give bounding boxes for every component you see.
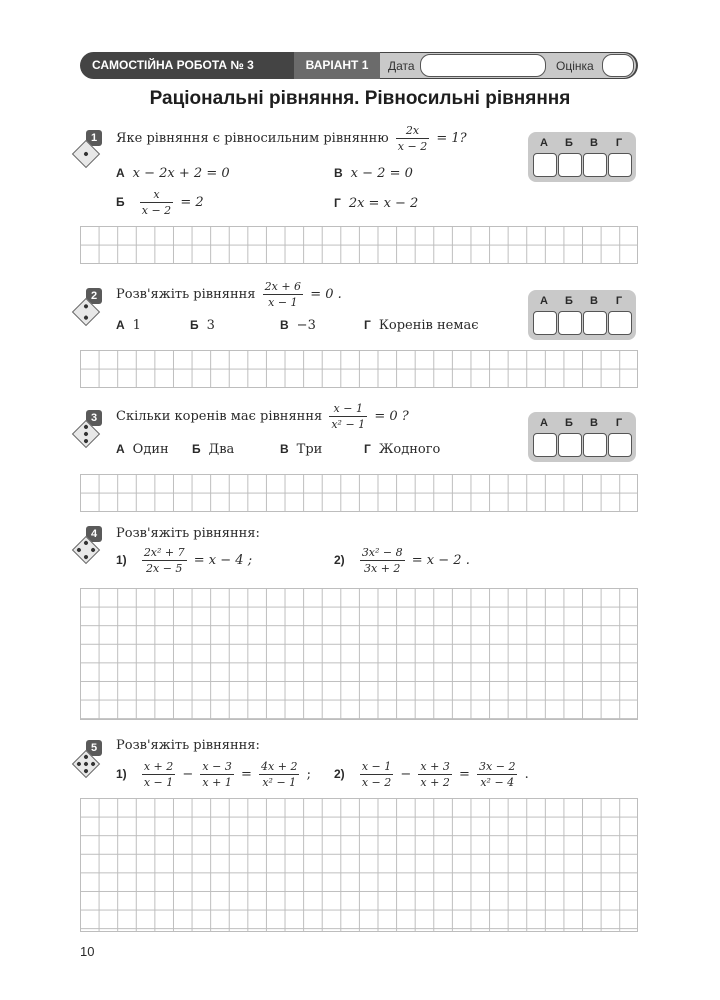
grade-label: Оцінка	[556, 59, 594, 73]
task-1-option-v: В x − 2 = 0	[334, 166, 413, 181]
answer-cell-v[interactable]	[583, 153, 607, 177]
task-5-part-2: 2) $\frac{x - 1}{x - 2}$ − $\frac{x + 3}{x + 2}$ = $\frac{3x - 2}{\text{x² − 4}}$ .	[334, 760, 529, 789]
work-grid-2[interactable]	[80, 350, 638, 388]
task-3-option-v: В Три	[280, 442, 323, 457]
task-3-option-b: Б Два	[192, 442, 235, 457]
task-badge-2: 2	[80, 288, 102, 324]
task-3-option-a: А Один	[116, 442, 169, 457]
answer-box-2: А Б В Г	[528, 290, 636, 340]
answer-cell-b[interactable]	[558, 153, 582, 177]
task-5-part-1: 1) $\frac{x + 2}{x - 1}$ − $\frac{x - 3}{x + 1}$ = $\frac{4x + 2}{\text{x² − 1}}$ ;	[116, 760, 311, 789]
answer-cell-a[interactable]	[533, 311, 557, 335]
task-2-option-v: В −3	[280, 318, 316, 333]
answer-cell-b[interactable]	[558, 311, 582, 335]
task-3-question: Скільки коренів має рівняння $\frac{x - 1}{\text{x² − 1}}$ = 0 ?	[116, 402, 409, 431]
header-bar	[80, 52, 638, 79]
task-badge-4: 4	[80, 526, 102, 562]
task-4-part-2: 2) $\frac{\text{3x² − 8}}{3x + 2}$ = x − 2 .	[334, 546, 470, 575]
work-title: САМОСТІЙНА РОБОТА № 3	[92, 58, 254, 72]
task-4-part-1: 1) $\frac{\text{2x² + 7}}{2x - 5}$ = x − 4 ;	[116, 546, 253, 575]
date-label: Дата	[388, 59, 415, 73]
variant-label: ВАРІАНТ 1	[294, 52, 380, 79]
answer-cell-g[interactable]	[608, 311, 632, 335]
date-field[interactable]	[420, 54, 546, 77]
task-1-option-g: Г 2x = x − 2	[334, 196, 419, 211]
task-badge-3: 3	[80, 410, 102, 446]
header-fields	[380, 53, 636, 78]
answer-box-3: А Б В Г	[528, 412, 636, 462]
task-2-question: Розв'яжіть рівняння $\frac{2x + 6}{x - 1}$ = 0 .	[116, 280, 342, 309]
task-badge-5: 5	[80, 740, 102, 776]
task-2-option-b: Б 3	[190, 318, 215, 333]
task-2-option-a: А 1	[116, 318, 141, 333]
task-1-question: Яке рівняння є рівносильним рівнянню $\frac{2x}{x - 2}$ = 1?	[116, 124, 467, 153]
work-grid-1[interactable]	[80, 226, 638, 264]
page-title: Раціональні рівняння. Рівносильні рівняння	[149, 88, 571, 109]
answer-box-1: А Б В Г	[528, 132, 636, 182]
answer-cell-v[interactable]	[583, 311, 607, 335]
task-5-question: Розв'яжіть рівняння:	[116, 738, 260, 753]
task-badge-1: 1	[80, 130, 102, 166]
task-3-option-g: Г Жодного	[364, 442, 441, 457]
task-1-option-a: А x − 2x + 2 = 0	[116, 166, 230, 181]
task-4-question: Розв'яжіть рівняння:	[116, 526, 260, 541]
answer-cell-g[interactable]	[608, 153, 632, 177]
answer-cell-g[interactable]	[608, 433, 632, 457]
answer-cell-b[interactable]	[558, 433, 582, 457]
task-2-option-g: Г Коренів немає	[364, 318, 479, 333]
page-number: 10	[80, 944, 95, 959]
work-grid-5[interactable]	[80, 798, 638, 932]
work-grid-4[interactable]	[80, 588, 638, 720]
answer-cell-a[interactable]	[533, 153, 557, 177]
work-grid-3[interactable]	[80, 474, 638, 512]
task-1-option-b: Б $\frac{x}{x - 2}$ = 2	[116, 188, 204, 217]
answer-cell-a[interactable]	[533, 433, 557, 457]
grade-field[interactable]	[602, 54, 634, 77]
answer-cell-v[interactable]	[583, 433, 607, 457]
